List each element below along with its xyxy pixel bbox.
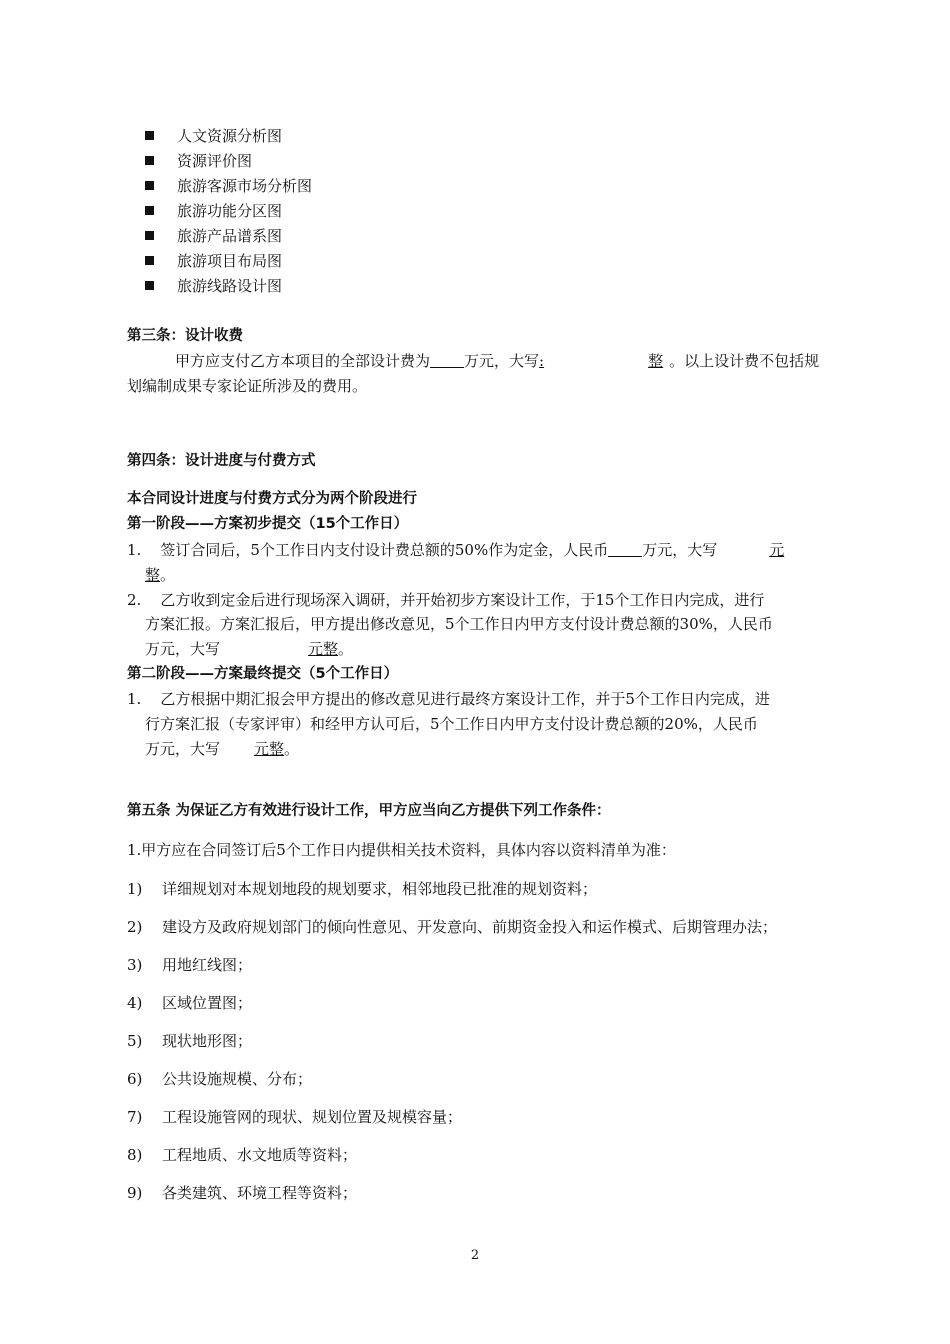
list-item: 9) 各类建筑、环境工程等资料； (127, 1184, 358, 1202)
bullet-item: 人文资源分析图 (145, 126, 282, 146)
amount-words-field: 元整 (254, 740, 285, 758)
amount-words-field: : 整 (539, 352, 664, 370)
article-4-heading: 第四条：设计进度与付费方式 (127, 453, 316, 469)
article-5-paragraph: 1.甲方应在合同签订后5个工作日内提供相关技术资料，具体内容以资料清单为准： (127, 841, 676, 859)
stage-1-item-1: 1. 签订合同后，5个工作日内支付设计费总额的50%作为定金，人民币 万元，大写 元 (127, 541, 785, 559)
stage-2-item-1: 1. 乙方根据中期汇报会甲方提出的修改意见进行最终方案设计工作，并于5个工作日内完成，进 (127, 690, 770, 708)
list-item: 5) 现状地形图； (127, 1032, 253, 1050)
page-number: 2 (470, 1248, 480, 1263)
bullet-item: 旅游产品谱系图 (145, 226, 282, 246)
square-bullet-icon (145, 156, 154, 165)
square-bullet-icon (145, 256, 154, 265)
list-item: 4) 区域位置图； (127, 994, 253, 1012)
square-bullet-icon (145, 131, 154, 140)
article-5-heading: 第五条 为保证乙方有效进行设计工作，甲方应当向乙方提供下列工作条件： (127, 803, 611, 819)
stage-1-heading: 第一阶段——方案初步提交（15个工作日） (127, 516, 409, 532)
list-item: 2) 建设方及政府规划部门的倾向性意见、开发意向、前期资金投入和运作模式、后期管理办法； (127, 918, 778, 936)
amount-words-field: 元整 (308, 640, 339, 658)
square-bullet-icon (145, 206, 154, 215)
article-3-paragraph: 甲方应支付乙方本项目的全部设计费为 万元，大写: 整 。以上设计费不包括规 (175, 352, 820, 370)
square-bullet-icon (145, 281, 154, 290)
amount-words-field: 元 (769, 541, 785, 559)
square-bullet-icon (145, 231, 154, 240)
stage-1-item-2: 2. 乙方收到定金后进行现场深入调研，并开始初步方案设计工作，于15个工作日内完成，进行 (127, 591, 765, 609)
amount-blank (430, 352, 464, 368)
stage-2-item-1-cont: 行方案汇报（专家评审）和经甲方认可后，5个工作日内甲方支付设计费总额的20%，人民币 (145, 715, 758, 733)
bullet-item: 旅游功能分区图 (145, 201, 282, 221)
stage-1-item-2-cont: 方案汇报。方案汇报后，甲方提出修改意见，5个工作日内甲方支付设计费总额的30%，人民币 (145, 615, 773, 633)
bullet-item: 资源评价图 (145, 151, 252, 171)
bullet-item: 旅游线路设计图 (145, 276, 282, 296)
stage-2-heading: 第二阶段——方案最终提交（5个工作日） (127, 666, 399, 682)
list-item: 8) 工程地质、水文地质等资料； (127, 1146, 358, 1164)
stage-1-item-1-cont: 整。 (145, 566, 176, 584)
list-item: 6) 公共设施规模、分布； (127, 1070, 313, 1088)
list-item: 1) 详细规划对本规划地段的规划要求，相邻地段已批准的规划资料； (127, 880, 598, 898)
amount-blank (608, 541, 642, 557)
article-3-heading: 第三条：设计收费 (127, 328, 243, 344)
bullet-item: 旅游客源市场分析图 (145, 176, 312, 196)
bullet-item: 旅游项目布局图 (145, 251, 282, 271)
article-3-paragraph-cont: 划编制成果专家论证所涉及的费用。 (127, 377, 368, 395)
list-item: 3) 用地红线图； (127, 956, 253, 974)
article-4-intro: 本合同设计进度与付费方式分为两个阶段进行 (127, 491, 417, 507)
square-bullet-icon (145, 181, 154, 190)
list-item: 7) 工程设施管网的现状、规划位置及规模容量； (127, 1108, 463, 1126)
stage-2-item-1-cont: 万元，大写 元整。 (145, 740, 300, 758)
stage-1-item-2-cont: 万元，大写 元整。 (145, 640, 354, 658)
